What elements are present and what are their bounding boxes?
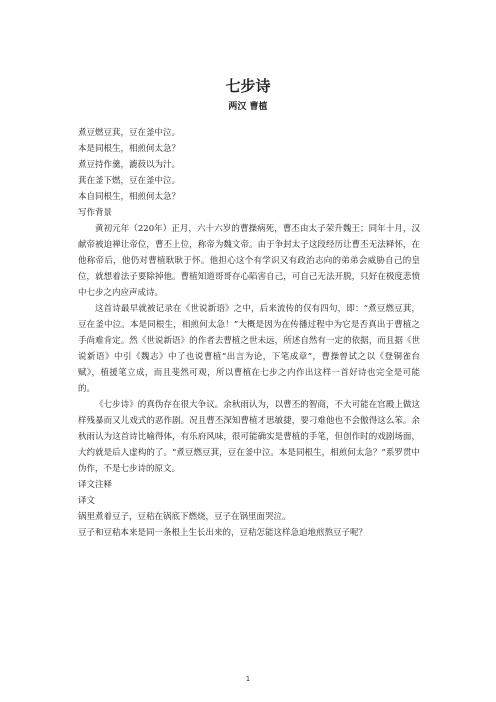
translation-line: 锅里煮着豆子，豆秸在锅底下燃烧，豆子在锅里面哭泣。	[78, 512, 291, 522]
poem-line: 萁在釜下燃，豆在釜中泣。	[78, 176, 181, 186]
background-paragraph: 黄初元年（220年）正月，六十六岁的曹操病死，曹丕由太子荣升魏王；同年十月，汉献帝被迫禅让帝位，曹丕上位，称帝为魏文帝。由于争封太子这段经历让曹丕无法释怀，在他称帝后，他仍对曹植耿耿于怀。他担心这个有学识又有政治志向的弟弟会威胁自己的皇位，就想着法子要除掉他。曹植知道哥哥存心陷害自己，可自己无法开脱，只好在极度悲愤中七步之内应声成诗。	[78, 224, 420, 298]
page-number: 1	[245, 675, 251, 683]
section-heading-notes: 译文注释	[78, 480, 113, 490]
background-paragraph: 这首诗最早就被记录在《世说新语》之中，后来流传的仅有四句，即：“煮豆燃豆萁，豆在釜中泣。本是同根生，相煎何太急！”大概是因为在传播过程中为它是否真出于曹植之手尚难肯定。然《世说新语》的作者去曹植之世未远，所述自然有一定的依据，而且据《世说新语》中引《魏志》中了也说曹植“出言为论，下笔成章”，曹操曾试之以《登铜雀台赋》，植援笔立成，而且斐然可观，所以曹植在七步之内作出这样一首好诗也完全是可能的。	[78, 304, 420, 394]
translation-line: 豆子和豆秸本来是同一条根上生长出来的，豆秸怎能这样急迫地煎熬豆子呢？	[78, 528, 368, 538]
section-heading-background: 写作背景	[78, 208, 113, 218]
background-paragraph: 《七步诗》的真伪存在很大争议。余秋雨认为，以曹丕的智商，不大可能在宫殿上做这样残暴而又儿戏式的恶作剧。况且曹丕深知曹植才思敏捷，要刁难他也不会傲得这么笨。余秋雨认为这首诗比喻得体，有乐府风味，很可能确实是曹植的手笔，但创作时的戏剧场面，大约就是后人虚构的了。“煮豆燃豆萁，豆在釜中泣。本是同根生，相煎何太急？”系罗贯中伪作，不是七步诗的原文。	[78, 400, 420, 474]
poem-line: 煮豆持作羹，漉菽以为汁。	[78, 160, 181, 170]
section-heading-translation: 译文	[78, 496, 96, 506]
poem-line: 本是同根生，相煎何太急？	[78, 144, 181, 154]
poem-line: 煮豆燃豆萁，豆在釜中泣。	[78, 128, 181, 138]
document-body	[78, 125, 420, 541]
poem-line: 本自同根生，相煎何太急？	[78, 192, 181, 202]
poem-title: 七步诗	[225, 77, 271, 95]
poem-author: 两汉 曹植	[228, 102, 268, 112]
